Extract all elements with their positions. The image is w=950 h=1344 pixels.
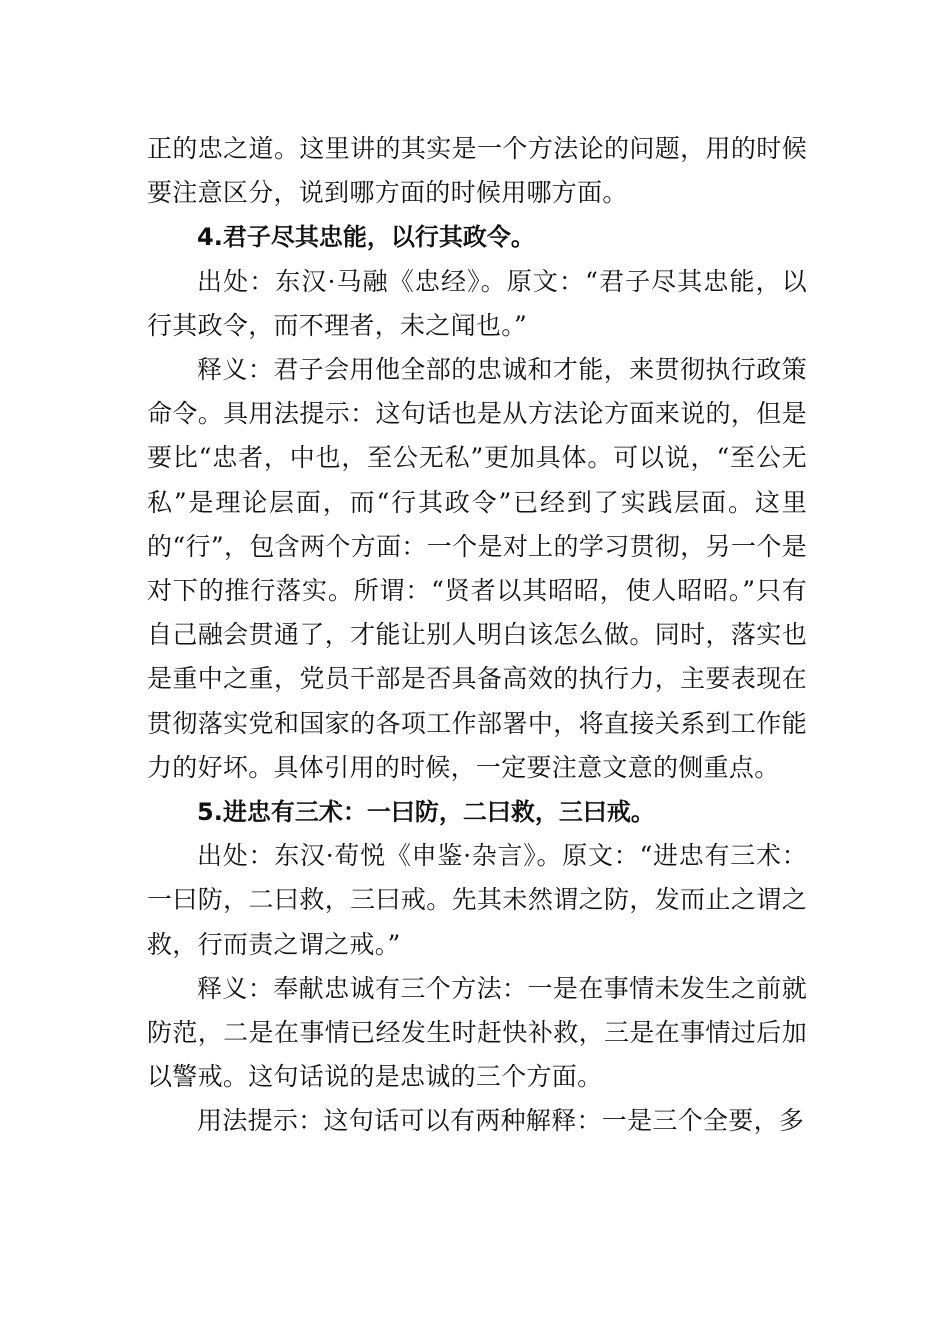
document-body <box>147 127 807 1144</box>
paragraph-continuation: 正的忠之道。这里讲的其实是一个方法论的问题，用的时候要注意区分，说到哪方面的时候用哪方面。 <box>147 134 807 208</box>
section-heading-5: 5.进忠有三术：一曰防，二曰救，三曰戒。 <box>197 798 655 827</box>
paragraph-meaning-4: 释义：君子会用他全部的忠诚和才能，来贯彻执行政策命令。具用法提示：这句话也是从方法论方面来说的，但是要比“忠者，中也，至公无私”更加具体。可以说，“至公无私”是理论层面，而“行其政令”已经到了实践层面。这里的“行”，包含两个方面：一个是对上的学习贯彻，另一个是对下的推行落实。所谓：“贤者以其昭昭，使人昭昭。”只有自己融会贯通了，才能让别人明白该怎么做。同时，落实也是重中之重，党员干部是否具备高效的执行力，主要表现在贯彻落实党和国家的各项工作部署中，将直接关系到工作能力的好坏。具体引用的时候，一定要注意文意的侧重点。 <box>147 355 807 782</box>
paragraph-meaning-5: 释义：奉献忠诚有三个方法：一是在事情未发生之前就防范，二是在事情已经发生时赶快补救，三是在事情过后加以警戒。这句话说的是忠诚的三个方面。 <box>147 973 807 1092</box>
paragraph-source-5: 出处：东汉·荀悦《申鉴·杂言》。原文：“进忠有三术：一曰防，二曰救，三曰戒。先其未然谓之防，发而止之谓之救，行而责之谓之戒。” <box>147 841 807 959</box>
section-heading-4: 4.君子尽其忠能，以行其政令。 <box>197 223 535 252</box>
paragraph-source-4: 出处：东汉·马融《忠经》。原文：“君子尽其忠能，以行其政令，而不理者，未之闻也。” <box>147 266 807 340</box>
paragraph-usage-5: 用法提示：这句话可以有两种解释：一是三个全要，多 <box>197 1106 805 1136</box>
